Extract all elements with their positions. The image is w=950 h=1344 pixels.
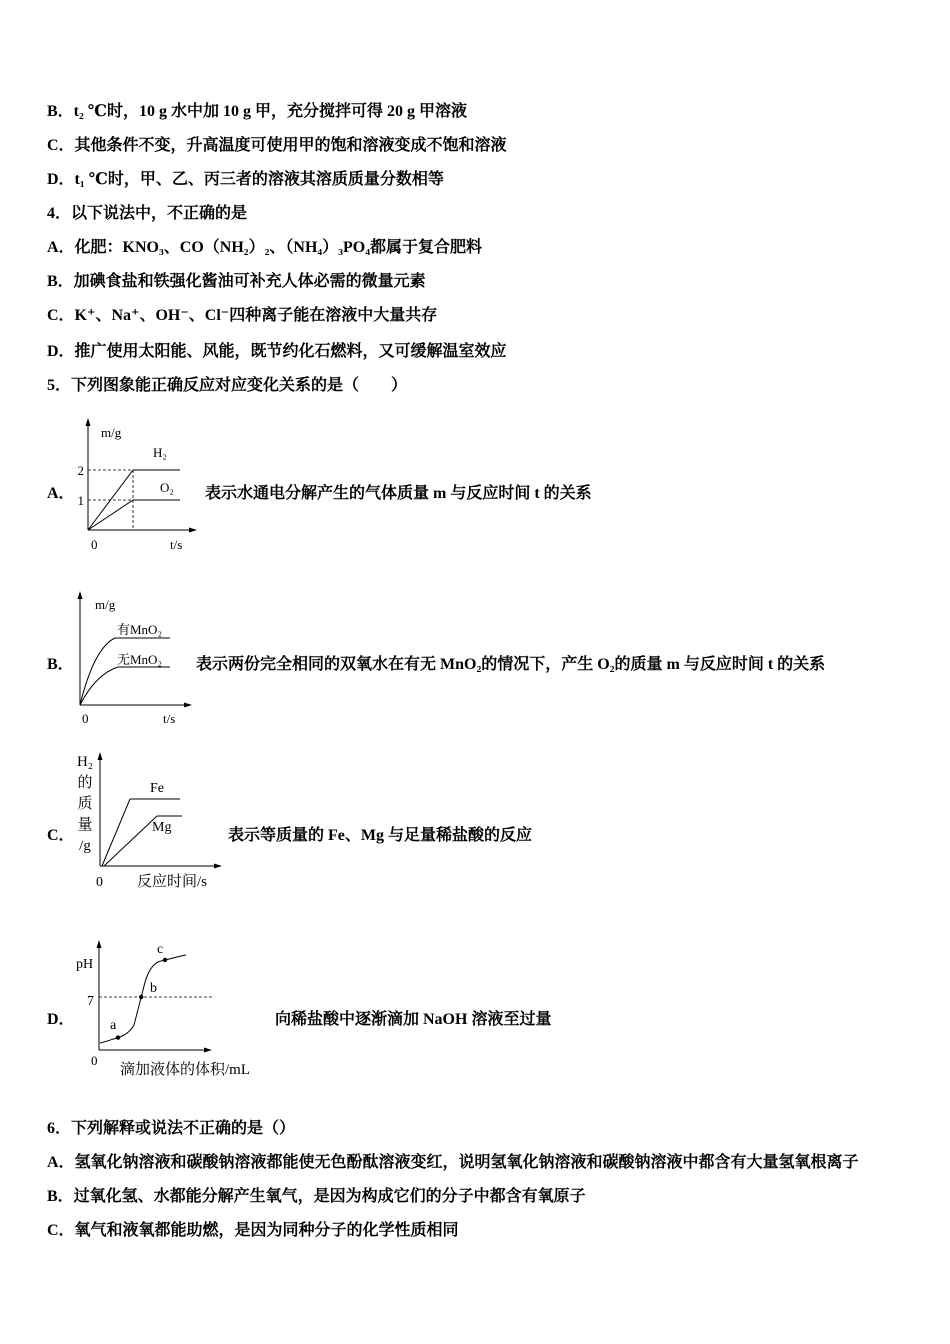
- figure-c-mg-label: Mg: [152, 820, 172, 835]
- figure-d-origin-label: 0: [91, 1053, 98, 1068]
- figure-c-fe-label: Fe: [150, 781, 164, 796]
- figure-c-y-axis-arrow: [98, 752, 103, 760]
- figure-d-x-label: 滴加液体的体积/mL: [120, 1062, 250, 1078]
- figure-c-y-label-line-3: 质: [77, 796, 93, 812]
- q4-stem: 4．以下说法中，不正确的是: [47, 205, 248, 222]
- q6-option-c: C．氧气和液氧都能助燃，是因为同种分子的化学性质相同: [47, 1222, 459, 1239]
- q6-stem: 6．下列解释或说法不正确的是（）: [47, 1120, 296, 1137]
- figure-c-y-label-line-1: H₂: [76, 754, 94, 770]
- figure-b-x-axis-arrow: [184, 703, 192, 708]
- q3-option-c: C．其他条件不变，升高温度可使用甲的饱和溶液变成不饱和溶液: [47, 137, 507, 154]
- figure-c-x-label: 反应时间/s: [137, 874, 208, 890]
- q5-option-b-description: 表示两份完全相同的双氧水在有无 MnO₂的情况下，产生 O₂的质量 m 与反应时间 t 的关系: [196, 656, 826, 673]
- figure-b-with-mno2-label: 有MnO₂: [117, 622, 162, 637]
- q5-option-c-label: C．: [47, 827, 75, 844]
- figure-b-without-mno2-label: 无MnO₂: [117, 652, 162, 667]
- figure-a-o2-rise-line: [88, 500, 133, 530]
- q5-option-c-description: 表示等质量的 Fe、Mg 与足量稀盐酸的反应: [228, 827, 532, 844]
- figure-c-y-label-line-4: 量: [77, 817, 93, 833]
- figure-b-y-label: m/g: [95, 597, 116, 612]
- figure-d-point-c: [163, 958, 167, 962]
- q3-option-b: B．t₂ ℃时，10 g 水中加 10 g 甲，充分搅拌可得 20 g 甲溶液: [47, 103, 467, 120]
- q4-option-d: D．推广使用太阳能、风能，既节约化石燃料，又可缓解温室效应: [47, 343, 507, 360]
- q5-option-b-label: B．: [47, 656, 74, 673]
- q5-option-a-description: 表示水通电分解产生的气体质量 m 与反应时间 t 的关系: [205, 485, 592, 502]
- figure-c-x-axis-arrow: [214, 864, 222, 869]
- figure-c-chart: [70, 748, 230, 893]
- figure-c-origin-label: 0: [96, 875, 103, 890]
- figure-a-chart: [60, 415, 210, 560]
- figure-b-y-axis-arrow: [78, 591, 83, 599]
- figure-a-y-label: m/g: [101, 425, 122, 440]
- figure-a-y-tick-2: 2: [77, 463, 84, 478]
- figure-c-fe-rise-line: [102, 799, 130, 866]
- q5-stem: 5．下列图象能正确反应对应变化关系的是（ ）: [47, 377, 408, 394]
- figure-b-with-mno2-curve: [80, 638, 170, 705]
- figure-b-origin-label: 0: [82, 711, 89, 726]
- figure-d-y-tick-7: 7: [87, 994, 94, 1009]
- figure-a-o2-label: O₂: [160, 480, 174, 495]
- q6-option-b: B．过氧化氢、水都能分解产生氧气，是因为构成它们的分子中都含有氧原子: [47, 1188, 586, 1205]
- figure-d-y-label: pH: [76, 957, 94, 972]
- figure-a-x-axis-arrow: [189, 528, 197, 533]
- figure-d-chart: [70, 935, 270, 1080]
- q6-option-a: A．氢氧化钠溶液和碳酸钠溶液都能使无色酚酞溶液变红，说明氢氧化钠溶液和碳酸钠溶液中都含有大量氢氧根离子: [47, 1154, 859, 1171]
- figure-a-origin-label: 0: [91, 537, 98, 552]
- figure-d-y-axis-arrow: [97, 940, 102, 948]
- q4-option-b: B．加碘食盐和铁强化酱油可补充人体必需的微量元素: [47, 273, 426, 290]
- figure-b-chart: [60, 588, 200, 728]
- q5-option-d-description: 向稀盐酸中逐渐滴加 NaOH 溶液至过量: [275, 1011, 552, 1028]
- figure-a-y-tick-1: 1: [77, 493, 84, 508]
- figure-a-x-label: t/s: [170, 537, 183, 552]
- q5-option-d-label: D．: [47, 1011, 75, 1028]
- figure-d-point-a: [116, 1035, 120, 1039]
- figure-c-y-label-line-5: /g: [79, 838, 91, 854]
- figure-d-point-a-label: a: [110, 1018, 117, 1033]
- figure-b-without-mno2-curve: [80, 667, 170, 705]
- q4-option-a: A．化肥：KNO₃、CO（NH₂）₂、（NH₄）₃PO₄都属于复合肥料: [47, 239, 483, 256]
- figure-d-point-b: [139, 995, 143, 999]
- q3-option-d: D．t₁ ℃时，甲、乙、丙三者的溶液其溶质质量分数相等: [47, 171, 444, 188]
- figure-d-point-b-label: b: [150, 981, 157, 996]
- figure-a-h2-label: H₂: [153, 445, 167, 460]
- q5-option-a-label: A．: [47, 485, 75, 502]
- figure-d-point-c-label: c: [157, 942, 164, 957]
- q4-option-c: C．K⁺、Na⁺、OH⁻、Cl⁻四种离子能在溶液中大量共存: [47, 307, 438, 324]
- figure-c-y-label-line-2: 的: [77, 775, 93, 791]
- figure-b-x-label: t/s: [163, 711, 176, 726]
- figure-a-y-axis-arrow: [86, 418, 91, 426]
- figure-d-x-axis-arrow: [204, 1048, 212, 1053]
